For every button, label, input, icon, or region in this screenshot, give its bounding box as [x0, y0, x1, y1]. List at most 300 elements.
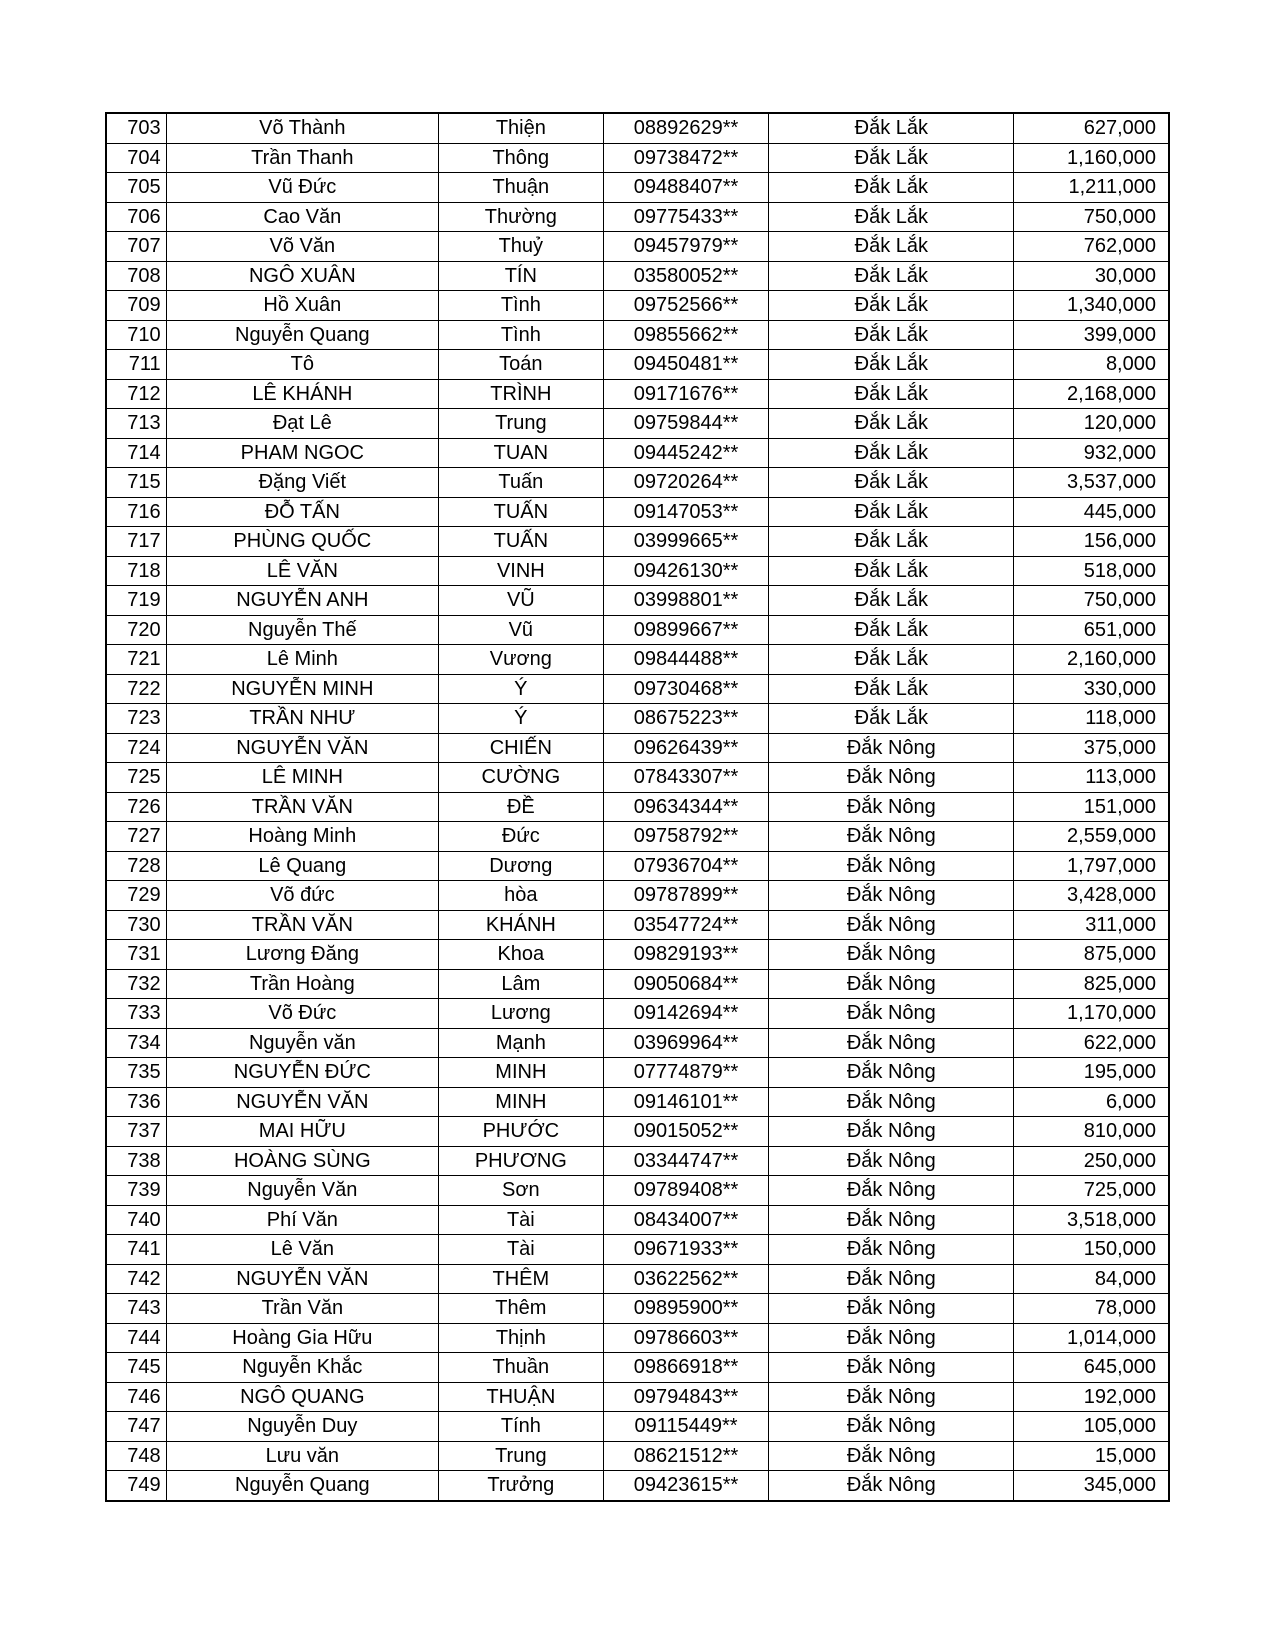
amount-cell: 651,000: [1014, 615, 1169, 645]
surname-middle-cell: Võ Văn: [166, 232, 438, 262]
province-cell: Đắk Lắk: [769, 350, 1014, 380]
province-cell: Đắk Lắk: [769, 497, 1014, 527]
phone-cell: 03547724**: [603, 910, 769, 940]
surname-middle-cell: Hoàng Gia Hữu: [166, 1323, 438, 1353]
surname-middle-cell: Cao Văn: [166, 202, 438, 232]
amount-cell: 445,000: [1014, 497, 1169, 527]
given-name-cell: THUẬN: [439, 1382, 604, 1412]
amount-cell: 2,160,000: [1014, 645, 1169, 675]
table-row: [106, 822, 1169, 852]
phone-cell: 09146101**: [603, 1087, 769, 1117]
province-cell: Đắk Lắk: [769, 556, 1014, 586]
row-number-cell: 708: [106, 261, 166, 291]
given-name-cell: Đức: [439, 822, 604, 852]
amount-cell: 1,211,000: [1014, 173, 1169, 203]
phone-cell: 09488407**: [603, 173, 769, 203]
amount-cell: 375,000: [1014, 733, 1169, 763]
phone-cell: 03580052**: [603, 261, 769, 291]
given-name-cell: Tình: [439, 291, 604, 321]
amount-cell: 2,559,000: [1014, 822, 1169, 852]
phone-cell: 09855662**: [603, 320, 769, 350]
phone-cell: 07843307**: [603, 763, 769, 793]
surname-middle-cell: Trần Văn: [166, 1294, 438, 1324]
row-number-cell: 748: [106, 1441, 166, 1471]
phone-cell: 09794843**: [603, 1382, 769, 1412]
phone-cell: 09775433**: [603, 202, 769, 232]
phone-cell: 09634344**: [603, 792, 769, 822]
row-number-cell: 726: [106, 792, 166, 822]
given-name-cell: Lương: [439, 999, 604, 1029]
table-row: [106, 173, 1169, 203]
phone-cell: 09147053**: [603, 497, 769, 527]
province-cell: Đắk Lắk: [769, 143, 1014, 173]
table-row: [106, 1235, 1169, 1265]
row-number-cell: 727: [106, 822, 166, 852]
row-number-cell: 722: [106, 674, 166, 704]
given-name-cell: Trung: [439, 409, 604, 439]
province-cell: Đắk Lắk: [769, 409, 1014, 439]
surname-middle-cell: Hoàng Minh: [166, 822, 438, 852]
phone-cell: 07774879**: [603, 1058, 769, 1088]
phone-cell: 08621512**: [603, 1441, 769, 1471]
row-number-cell: 742: [106, 1264, 166, 1294]
table-row: [106, 645, 1169, 675]
phone-cell: 08675223**: [603, 704, 769, 734]
province-cell: Đắk Nông: [769, 1146, 1014, 1176]
province-cell: Đắk Nông: [769, 999, 1014, 1029]
row-number-cell: 738: [106, 1146, 166, 1176]
table-row: [106, 999, 1169, 1029]
province-cell: Đắk Nông: [769, 1176, 1014, 1206]
row-number-cell: 710: [106, 320, 166, 350]
given-name-cell: PHƯỚC: [439, 1117, 604, 1147]
phone-cell: 08434007**: [603, 1205, 769, 1235]
surname-middle-cell: Nguyễn Văn: [166, 1176, 438, 1206]
amount-cell: 84,000: [1014, 1264, 1169, 1294]
row-number-cell: 745: [106, 1353, 166, 1383]
row-number-cell: 717: [106, 527, 166, 557]
surname-middle-cell: HOÀNG SÙNG: [166, 1146, 438, 1176]
amount-cell: 3,428,000: [1014, 881, 1169, 911]
amount-cell: 2,168,000: [1014, 379, 1169, 409]
province-cell: Đắk Lắk: [769, 527, 1014, 557]
surname-middle-cell: Đạt Lê: [166, 409, 438, 439]
row-number-cell: 716: [106, 497, 166, 527]
phone-cell: 07936704**: [603, 851, 769, 881]
surname-middle-cell: TRẦN NHƯ: [166, 704, 438, 734]
province-cell: Đắk Nông: [769, 1471, 1014, 1501]
province-cell: Đắk Lắk: [769, 438, 1014, 468]
table-row: [106, 881, 1169, 911]
phone-cell: 09050684**: [603, 969, 769, 999]
province-cell: Đắk Lắk: [769, 291, 1014, 321]
row-number-cell: 703: [106, 113, 166, 143]
phone-cell: 08892629**: [603, 113, 769, 143]
province-cell: Đắk Nông: [769, 822, 1014, 852]
table-row: [106, 468, 1169, 498]
table-row: [106, 1323, 1169, 1353]
given-name-cell: Khoa: [439, 940, 604, 970]
table-body: [106, 113, 1169, 1501]
phone-cell: 09423615**: [603, 1471, 769, 1501]
amount-cell: 1,160,000: [1014, 143, 1169, 173]
given-name-cell: Tài: [439, 1235, 604, 1265]
given-name-cell: Tuấn: [439, 468, 604, 498]
phone-cell: 09115449**: [603, 1412, 769, 1442]
surname-middle-cell: NGUYỄN ĐỨC: [166, 1058, 438, 1088]
amount-cell: 150,000: [1014, 1235, 1169, 1265]
row-number-cell: 732: [106, 969, 166, 999]
surname-middle-cell: MAI HỮU: [166, 1117, 438, 1147]
table-row: [106, 1146, 1169, 1176]
given-name-cell: TÍN: [439, 261, 604, 291]
row-number-cell: 709: [106, 291, 166, 321]
phone-cell: 03622562**: [603, 1264, 769, 1294]
row-number-cell: 736: [106, 1087, 166, 1117]
table-row: [106, 1382, 1169, 1412]
table-row: [106, 1087, 1169, 1117]
surname-middle-cell: Nguyễn Quang: [166, 320, 438, 350]
phone-cell: 03344747**: [603, 1146, 769, 1176]
table-row: [106, 763, 1169, 793]
row-number-cell: 749: [106, 1471, 166, 1501]
surname-middle-cell: Trần Thanh: [166, 143, 438, 173]
surname-middle-cell: Nguyễn văn: [166, 1028, 438, 1058]
phone-cell: 09457979**: [603, 232, 769, 262]
surname-middle-cell: LÊ MINH: [166, 763, 438, 793]
amount-cell: 345,000: [1014, 1471, 1169, 1501]
surname-middle-cell: Lê Quang: [166, 851, 438, 881]
surname-middle-cell: PHÙNG QUỐC: [166, 527, 438, 557]
table-row: [106, 1117, 1169, 1147]
phone-cell: 09829193**: [603, 940, 769, 970]
row-number-cell: 712: [106, 379, 166, 409]
province-cell: Đắk Nông: [769, 1412, 1014, 1442]
given-name-cell: VINH: [439, 556, 604, 586]
row-number-cell: 734: [106, 1028, 166, 1058]
amount-cell: 810,000: [1014, 1117, 1169, 1147]
row-number-cell: 711: [106, 350, 166, 380]
table-row: [106, 733, 1169, 763]
row-number-cell: 739: [106, 1176, 166, 1206]
given-name-cell: Thông: [439, 143, 604, 173]
given-name-cell: TUAN: [439, 438, 604, 468]
province-cell: Đắk Nông: [769, 733, 1014, 763]
phone-cell: 09450481**: [603, 350, 769, 380]
row-number-cell: 743: [106, 1294, 166, 1324]
row-number-cell: 714: [106, 438, 166, 468]
given-name-cell: Thuỷ: [439, 232, 604, 262]
given-name-cell: Thêm: [439, 1294, 604, 1324]
province-cell: Đắk Nông: [769, 1441, 1014, 1471]
amount-cell: 15,000: [1014, 1441, 1169, 1471]
given-name-cell: Tài: [439, 1205, 604, 1235]
given-name-cell: TUẤN: [439, 527, 604, 557]
phone-cell: 09787899**: [603, 881, 769, 911]
row-number-cell: 718: [106, 556, 166, 586]
amount-cell: 330,000: [1014, 674, 1169, 704]
given-name-cell: Vũ: [439, 615, 604, 645]
province-cell: Đắk Lắk: [769, 615, 1014, 645]
given-name-cell: THÊM: [439, 1264, 604, 1294]
table-row: [106, 969, 1169, 999]
amount-cell: 151,000: [1014, 792, 1169, 822]
amount-cell: 3,518,000: [1014, 1205, 1169, 1235]
table-row: [106, 1412, 1169, 1442]
given-name-cell: Ý: [439, 704, 604, 734]
province-cell: Đắk Nông: [769, 1323, 1014, 1353]
province-cell: Đắk Nông: [769, 1028, 1014, 1058]
table-row: [106, 910, 1169, 940]
province-cell: Đắk Nông: [769, 1382, 1014, 1412]
amount-cell: 30,000: [1014, 261, 1169, 291]
table-row: [106, 202, 1169, 232]
amount-cell: 105,000: [1014, 1412, 1169, 1442]
table-row: [106, 792, 1169, 822]
province-cell: Đắk Nông: [769, 1235, 1014, 1265]
given-name-cell: Thuần: [439, 1353, 604, 1383]
surname-middle-cell: Vũ Đức: [166, 173, 438, 203]
row-number-cell: 735: [106, 1058, 166, 1088]
table-row: [106, 320, 1169, 350]
given-name-cell: CƯỜNG: [439, 763, 604, 793]
province-cell: Đắk Nông: [769, 851, 1014, 881]
phone-cell: 09752566**: [603, 291, 769, 321]
province-cell: Đắk Nông: [769, 763, 1014, 793]
province-cell: Đắk Lắk: [769, 586, 1014, 616]
table-row: [106, 1205, 1169, 1235]
amount-cell: 622,000: [1014, 1028, 1169, 1058]
province-cell: Đắk Nông: [769, 940, 1014, 970]
row-number-cell: 719: [106, 586, 166, 616]
table-row: [106, 1176, 1169, 1206]
phone-cell: 09720264**: [603, 468, 769, 498]
given-name-cell: Thường: [439, 202, 604, 232]
table-row: [106, 291, 1169, 321]
table-row: [106, 497, 1169, 527]
row-number-cell: 713: [106, 409, 166, 439]
row-number-cell: 733: [106, 999, 166, 1029]
surname-middle-cell: Lê Văn: [166, 1235, 438, 1265]
province-cell: Đắk Nông: [769, 792, 1014, 822]
row-number-cell: 723: [106, 704, 166, 734]
surname-middle-cell: TRẦN VĂN: [166, 910, 438, 940]
surname-middle-cell: Võ đức: [166, 881, 438, 911]
phone-cell: 09015052**: [603, 1117, 769, 1147]
phone-cell: 09142694**: [603, 999, 769, 1029]
given-name-cell: Toán: [439, 350, 604, 380]
surname-middle-cell: Võ Đức: [166, 999, 438, 1029]
amount-cell: 750,000: [1014, 202, 1169, 232]
amount-cell: 1,340,000: [1014, 291, 1169, 321]
row-number-cell: 724: [106, 733, 166, 763]
amount-cell: 118,000: [1014, 704, 1169, 734]
row-number-cell: 706: [106, 202, 166, 232]
row-number-cell: 747: [106, 1412, 166, 1442]
amount-cell: 113,000: [1014, 763, 1169, 793]
amount-cell: 725,000: [1014, 1176, 1169, 1206]
amount-cell: 156,000: [1014, 527, 1169, 557]
row-number-cell: 741: [106, 1235, 166, 1265]
phone-cell: 09445242**: [603, 438, 769, 468]
province-cell: Đắk Nông: [769, 969, 1014, 999]
amount-cell: 6,000: [1014, 1087, 1169, 1117]
surname-middle-cell: Nguyễn Quang: [166, 1471, 438, 1501]
given-name-cell: Tính: [439, 1412, 604, 1442]
surname-middle-cell: TRẦN VĂN: [166, 792, 438, 822]
row-number-cell: 737: [106, 1117, 166, 1147]
given-name-cell: Vương: [439, 645, 604, 675]
amount-cell: 192,000: [1014, 1382, 1169, 1412]
table-row: [106, 851, 1169, 881]
given-name-cell: PHƯƠNG: [439, 1146, 604, 1176]
table-row: [106, 438, 1169, 468]
table-row: [106, 379, 1169, 409]
amount-cell: 78,000: [1014, 1294, 1169, 1324]
phone-cell: 09730468**: [603, 674, 769, 704]
phone-cell: 03969964**: [603, 1028, 769, 1058]
table-row: [106, 143, 1169, 173]
phone-cell: 09626439**: [603, 733, 769, 763]
phone-cell: 09671933**: [603, 1235, 769, 1265]
phone-cell: 09758792**: [603, 822, 769, 852]
row-number-cell: 721: [106, 645, 166, 675]
surname-middle-cell: LÊ VĂN: [166, 556, 438, 586]
table-row: [106, 1028, 1169, 1058]
amount-cell: 750,000: [1014, 586, 1169, 616]
amount-cell: 250,000: [1014, 1146, 1169, 1176]
province-cell: Đắk Lắk: [769, 202, 1014, 232]
given-name-cell: Ý: [439, 674, 604, 704]
table-row: [106, 674, 1169, 704]
amount-cell: 311,000: [1014, 910, 1169, 940]
phone-cell: 09866918**: [603, 1353, 769, 1383]
row-number-cell: 729: [106, 881, 166, 911]
row-number-cell: 704: [106, 143, 166, 173]
row-number-cell: 731: [106, 940, 166, 970]
amount-cell: 627,000: [1014, 113, 1169, 143]
given-name-cell: Thuận: [439, 173, 604, 203]
amount-cell: 518,000: [1014, 556, 1169, 586]
surname-middle-cell: Lê Minh: [166, 645, 438, 675]
surname-middle-cell: Phí Văn: [166, 1205, 438, 1235]
phone-cell: 09895900**: [603, 1294, 769, 1324]
table-row: [106, 261, 1169, 291]
surname-middle-cell: ĐỖ TẤN: [166, 497, 438, 527]
amount-cell: 1,797,000: [1014, 851, 1169, 881]
amount-cell: 8,000: [1014, 350, 1169, 380]
table-row: [106, 409, 1169, 439]
province-cell: Đắk Nông: [769, 881, 1014, 911]
table-row: [106, 1353, 1169, 1383]
amount-cell: 3,537,000: [1014, 468, 1169, 498]
row-number-cell: 705: [106, 173, 166, 203]
given-name-cell: Lâm: [439, 969, 604, 999]
phone-cell: 09759844**: [603, 409, 769, 439]
province-cell: Đắk Lắk: [769, 704, 1014, 734]
given-name-cell: TUẤN: [439, 497, 604, 527]
given-name-cell: Thịnh: [439, 1323, 604, 1353]
row-number-cell: 746: [106, 1382, 166, 1412]
given-name-cell: Trưởng: [439, 1471, 604, 1501]
row-number-cell: 715: [106, 468, 166, 498]
province-cell: Đắk Nông: [769, 1264, 1014, 1294]
given-name-cell: CHIẾN: [439, 733, 604, 763]
province-cell: Đắk Nông: [769, 1087, 1014, 1117]
amount-cell: 762,000: [1014, 232, 1169, 262]
row-number-cell: 720: [106, 615, 166, 645]
given-name-cell: MINH: [439, 1058, 604, 1088]
given-name-cell: MINH: [439, 1087, 604, 1117]
amount-cell: 399,000: [1014, 320, 1169, 350]
amount-cell: 120,000: [1014, 409, 1169, 439]
given-name-cell: Trung: [439, 1441, 604, 1471]
amount-cell: 932,000: [1014, 438, 1169, 468]
province-cell: Đắk Nông: [769, 910, 1014, 940]
province-cell: Đắk Lắk: [769, 232, 1014, 262]
phone-cell: 03998801**: [603, 586, 769, 616]
phone-cell: 09171676**: [603, 379, 769, 409]
table-row: [106, 527, 1169, 557]
province-cell: Đắk Nông: [769, 1353, 1014, 1383]
surname-middle-cell: Trần Hoàng: [166, 969, 438, 999]
surname-middle-cell: NGÔ QUANG: [166, 1382, 438, 1412]
province-cell: Đắk Nông: [769, 1294, 1014, 1324]
province-cell: Đắk Lắk: [769, 113, 1014, 143]
surname-middle-cell: Nguyễn Khắc: [166, 1353, 438, 1383]
surname-middle-cell: Võ Thành: [166, 113, 438, 143]
amount-cell: 195,000: [1014, 1058, 1169, 1088]
phone-cell: 09786603**: [603, 1323, 769, 1353]
surname-middle-cell: Nguyễn Thế: [166, 615, 438, 645]
row-number-cell: 744: [106, 1323, 166, 1353]
table-row: [106, 1264, 1169, 1294]
given-name-cell: Tình: [439, 320, 604, 350]
surname-middle-cell: NGUYỄN VĂN: [166, 733, 438, 763]
amount-cell: 1,170,000: [1014, 999, 1169, 1029]
given-name-cell: hòa: [439, 881, 604, 911]
surname-middle-cell: Hồ Xuân: [166, 291, 438, 321]
province-cell: Đắk Lắk: [769, 173, 1014, 203]
province-cell: Đắk Lắk: [769, 674, 1014, 704]
phone-cell: 09899667**: [603, 615, 769, 645]
province-cell: Đắk Nông: [769, 1205, 1014, 1235]
surname-middle-cell: Nguyễn Duy: [166, 1412, 438, 1442]
phone-cell: 03999665**: [603, 527, 769, 557]
province-cell: Đắk Lắk: [769, 320, 1014, 350]
row-number-cell: 707: [106, 232, 166, 262]
province-cell: Đắk Nông: [769, 1058, 1014, 1088]
phone-cell: 09789408**: [603, 1176, 769, 1206]
surname-middle-cell: NGÔ XUÂN: [166, 261, 438, 291]
given-name-cell: Sơn: [439, 1176, 604, 1206]
phone-cell: 09844488**: [603, 645, 769, 675]
row-number-cell: 728: [106, 851, 166, 881]
row-number-cell: 740: [106, 1205, 166, 1235]
amount-cell: 645,000: [1014, 1353, 1169, 1383]
surname-middle-cell: NGUYỄN VĂN: [166, 1264, 438, 1294]
given-name-cell: KHÁNH: [439, 910, 604, 940]
table-row: [106, 1058, 1169, 1088]
table-row: [106, 586, 1169, 616]
given-name-cell: VŨ: [439, 586, 604, 616]
amount-cell: 875,000: [1014, 940, 1169, 970]
surname-middle-cell: NGUYỄN VĂN: [166, 1087, 438, 1117]
surname-middle-cell: Lưu văn: [166, 1441, 438, 1471]
surname-middle-cell: LÊ KHÁNH: [166, 379, 438, 409]
amount-cell: 1,014,000: [1014, 1323, 1169, 1353]
table-row: [106, 704, 1169, 734]
